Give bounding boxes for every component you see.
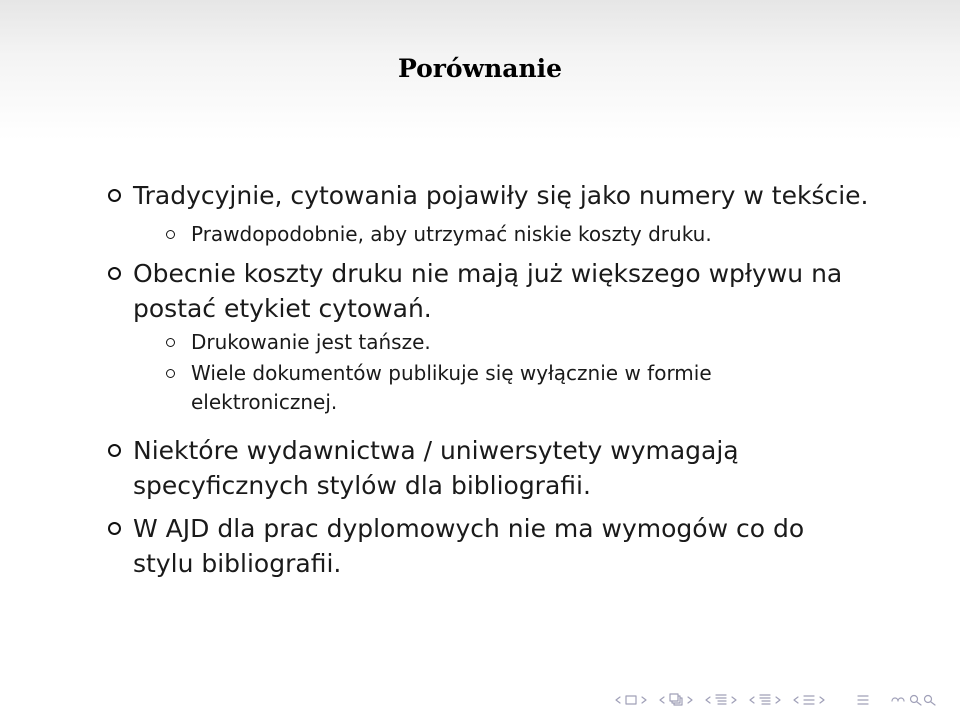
subsection-prev-icon[interactable] xyxy=(660,697,664,703)
navigation-symbols xyxy=(612,692,952,708)
part-icon xyxy=(804,696,814,704)
bullet-item xyxy=(133,433,893,503)
search-icon[interactable] xyxy=(911,696,936,706)
sub-bullet-icon xyxy=(166,369,175,378)
bullet-line: Tradycyjnie, cytowania pojawiły się jako numery w tekście. xyxy=(133,181,869,210)
subsection-icon xyxy=(670,694,682,705)
part-next-icon[interactable] xyxy=(820,697,824,703)
bullet-icon xyxy=(108,267,121,280)
section-icon xyxy=(716,695,726,704)
bullet-line: postać etykiet cytowań. xyxy=(133,294,432,323)
bullet-icon xyxy=(108,522,121,535)
frame-icon xyxy=(626,696,636,704)
part-prev-icon[interactable] xyxy=(794,697,798,703)
bullet-item xyxy=(133,256,893,326)
bullet-line: elektronicznej. xyxy=(191,390,338,414)
bullet-item xyxy=(133,178,893,213)
bullet-line: Wiele dokumentów publikuje się wyłącznie w formie xyxy=(191,361,712,385)
frame-next-icon[interactable] xyxy=(642,697,646,703)
bullet-line: stylu bibliografii. xyxy=(133,549,342,578)
sub-bullet-item xyxy=(191,328,831,357)
document-prev-icon[interactable] xyxy=(750,697,754,703)
section-next-icon[interactable] xyxy=(732,697,736,703)
bullet-line: Obecnie koszty druku nie mają już większego wpływu na xyxy=(133,259,843,288)
sub-bullet-icon xyxy=(166,338,175,347)
back-forward-icon[interactable] xyxy=(892,698,904,701)
subsection-next-icon[interactable] xyxy=(688,697,692,703)
document-next-icon[interactable] xyxy=(776,697,780,703)
frame-title: Porównanie xyxy=(397,54,563,83)
frame-prev-icon[interactable] xyxy=(616,697,620,703)
section-prev-icon[interactable] xyxy=(706,697,710,703)
outline-icon[interactable] xyxy=(858,696,868,704)
sub-bullet-icon xyxy=(166,230,175,239)
bullet-icon xyxy=(108,189,121,202)
bullet-line: W AJD dla prac dyplomowych nie ma wymogów co do xyxy=(133,514,805,543)
sub-bullet-item xyxy=(191,359,831,417)
bullet-line: Drukowanie jest tańsze. xyxy=(191,330,431,354)
sub-bullet-item xyxy=(191,220,831,249)
bullet-line: Niektóre wydawnictwa / uniwersytety wymagają xyxy=(133,436,739,465)
navigation-bar xyxy=(612,692,952,708)
bullet-icon xyxy=(108,444,121,457)
bullet-item xyxy=(133,511,893,581)
document-icon xyxy=(760,695,770,704)
bullet-line: Prawdopodobnie, aby utrzymać niskie koszty druku. xyxy=(191,222,712,246)
bullet-line: specyficznych stylów dla bibliografii. xyxy=(133,471,591,500)
